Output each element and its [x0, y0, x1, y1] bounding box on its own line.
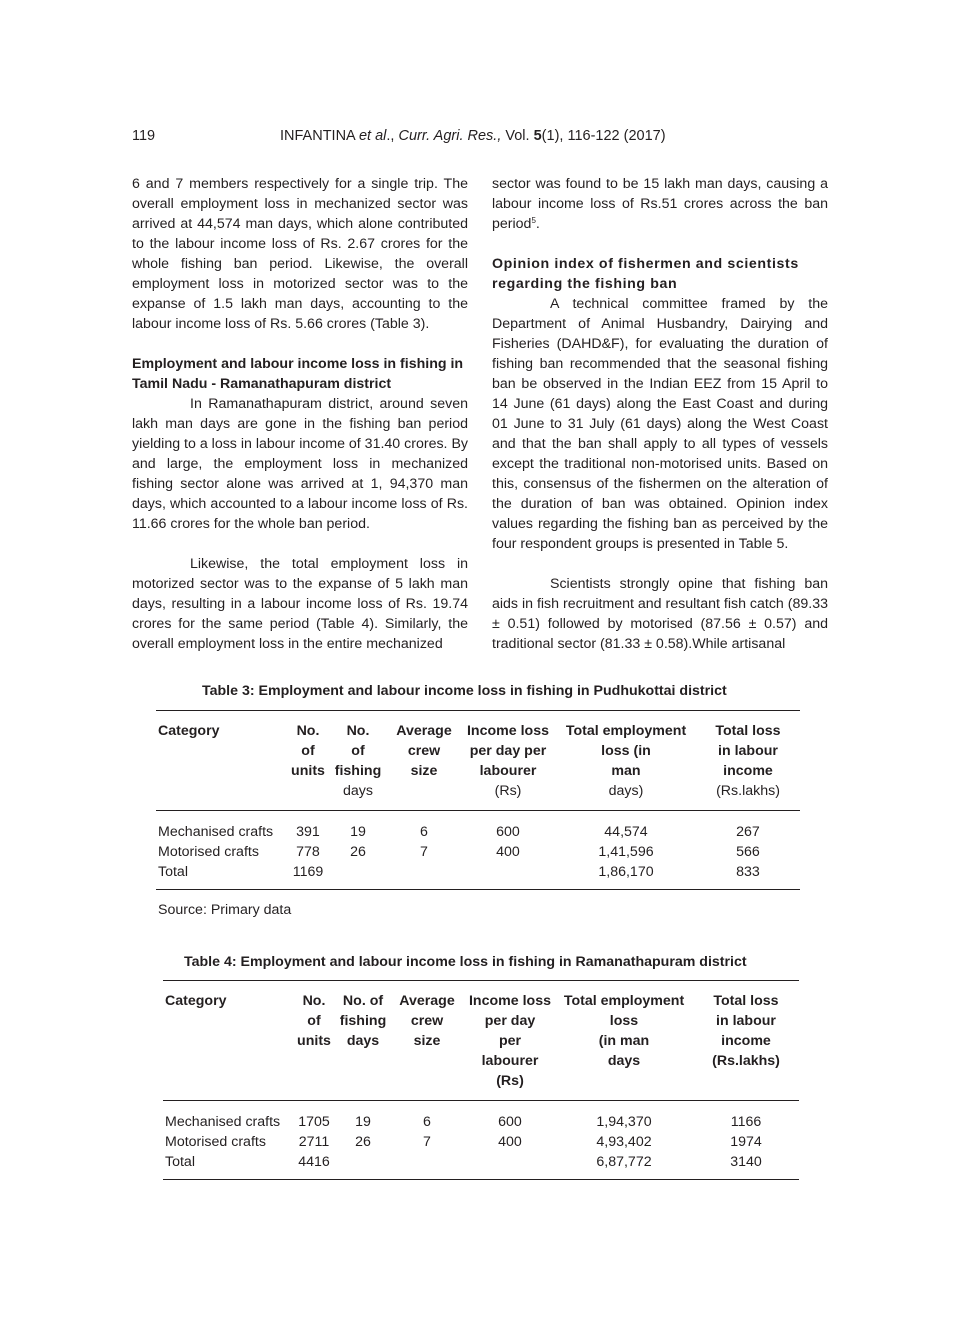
- table4-cell-employment: 1,94,370: [596, 1114, 652, 1130]
- table3-cell-category: Motorised crafts: [158, 844, 259, 860]
- table3-cell-employment: 1,86,170: [556, 862, 696, 890]
- table3-cell-units: 778: [296, 844, 320, 860]
- table4-cell-total: 1166: [730, 1114, 762, 1130]
- table3-cell-total: 267: [736, 824, 760, 840]
- table-row: [163, 1132, 799, 1152]
- table3-header-employment: loss (in: [601, 743, 651, 759]
- table-row: [163, 1101, 799, 1133]
- table4-header-employment: days: [607, 1053, 641, 1069]
- table4-header-total: in labour: [716, 1013, 776, 1029]
- table3-header-employment: man: [611, 763, 641, 779]
- citation-vol-label: Vol.: [505, 128, 530, 144]
- table4-header-days: fishing: [339, 1013, 387, 1029]
- table4-cell-category: Total: [163, 1152, 291, 1180]
- table4-header-crew: crew: [410, 1013, 444, 1029]
- table4: [163, 980, 799, 1180]
- table3-cell-income: [460, 862, 556, 890]
- table3-cell-category: Mechanised crafts: [158, 824, 274, 840]
- table4-header-crew: size: [413, 1033, 441, 1049]
- table4-cell-units: 2711: [298, 1134, 330, 1150]
- table3-caption: Table 3: Employment and labour income loss in fishing in Pudhukottai district: [202, 683, 727, 699]
- table4-cell-total: 3140: [693, 1152, 799, 1180]
- table4-cell-income: 400: [498, 1134, 522, 1150]
- table3-header-total: Total loss: [696, 711, 800, 742]
- table3-cell-total: 566: [736, 844, 760, 860]
- right-paragraph-1-end: .: [535, 216, 540, 232]
- table3-header-category: Category: [156, 711, 288, 742]
- table4-header-crew: Average: [389, 981, 465, 1012]
- right-paragraph-3: Scientists strongly opine that fishing ban aids in fish recruitment and resultant fish catch (89.33 ± 0.51) followed by motorised (87.56 ± 0.57) and traditional sector (81.33 ± 0.58).While artisanal: [492, 576, 828, 652]
- citation-et-al: et al: [358, 128, 387, 144]
- citation-journal: Curr. Agri. Res.,: [398, 128, 502, 144]
- table4-cell-income: 600: [498, 1114, 522, 1130]
- table4-header-income: per day: [484, 1013, 536, 1029]
- table3-header-income: labourer: [479, 763, 537, 779]
- table4-header-total: (Rs.lakhs): [712, 1053, 780, 1069]
- table3-cell-days: 19: [350, 824, 366, 840]
- left-paragraph-3: Likewise, the total employment loss in motorized sector was to the expanse of 5 lakh man days, resulting in a labour income loss of Rs. 19.74 crores for the same period (Table 4). Similarly, the overall employment loss in the entire mechanized: [132, 556, 468, 652]
- table-row: [163, 1152, 799, 1180]
- citation-superscript: 5: [531, 216, 536, 225]
- table3-header-days-unit: days: [343, 783, 373, 799]
- table4-cell-days: 19: [355, 1114, 371, 1130]
- table3-cell-income: 600: [496, 824, 520, 840]
- table3-header-employment: Total employment: [556, 711, 696, 742]
- table4-caption: Table 4: Employment and labour income loss in fishing in Ramanathapuram district: [184, 954, 747, 970]
- left-column: [132, 174, 468, 654]
- right-paragraph-1-text: sector was found to be 15 lakh man days, causing a labour income loss of Rs.51 crores across the ban period: [492, 176, 828, 232]
- table3-cell-units: 391: [296, 824, 320, 840]
- table3-header-total: income: [723, 763, 773, 779]
- table4-cell-units: 4416: [291, 1152, 337, 1180]
- table4-cell-total: 1974: [730, 1134, 762, 1150]
- table4-header-units: units: [297, 1033, 331, 1049]
- table4-header-total: income: [721, 1033, 771, 1049]
- table4-cell-employment: 4,93,402: [596, 1134, 652, 1150]
- citation-vol-number: 5: [533, 128, 542, 144]
- table4-header-employment: (in man: [598, 1033, 650, 1049]
- table4-cell-days: 26: [355, 1134, 371, 1150]
- section-heading-ramanathapuram: Employment and labour income loss in fishing in Tamil Nadu - Ramanathapuram district: [132, 356, 464, 392]
- table3-cell-days: [328, 862, 388, 890]
- citation-issue-pages: (1), 116-122 (2017): [541, 128, 666, 144]
- table3-header-income: per day per: [469, 743, 547, 759]
- right-paragraph-2: A technical committee framed by the Department of Animal Husbandry, Dairying and Fisheries (DAHD&F), for evaluating the duration of fishing ban recommended that the seasonal fishing ban be observed in the Indian EEZ from 15 April to 14 June (61 days) along the East Coast and during 01 June to 31 July (61 days) along the West Coast and that the ban shall apply to all types of vessels except the traditional non-motorised units. Based on this, consensus of the fishermen on the alteration of the duration of ban was obtained. Opinion index values regarding the fishing ban as perceived by the four respondent groups is presented in Table 5.: [492, 296, 828, 552]
- table4-header-category: Category: [163, 981, 291, 1012]
- table3-header-total-unit: (Rs.lakhs): [716, 783, 780, 799]
- table4-header-income: per: [498, 1033, 522, 1049]
- table4-cell-category: Mechanised crafts: [165, 1114, 281, 1130]
- table3-source: Source: Primary data: [158, 902, 292, 918]
- citation-line: INFANTINA et al., Curr. Agri. Res., Vol. 5(1), 116-122 (2017): [280, 128, 666, 144]
- table3: [156, 710, 800, 890]
- table4-header-income: (Rs): [465, 1071, 555, 1101]
- right-column: [492, 174, 828, 654]
- table4-cell-income: [465, 1152, 555, 1180]
- table3-cell-employment: 1,41,596: [598, 844, 654, 860]
- table3-cell-days: 26: [350, 844, 366, 860]
- table3-cell-employment: 44,574: [604, 824, 648, 840]
- table4-cell-crew: 6: [423, 1114, 431, 1130]
- table3-header-employment-unit: days): [608, 783, 644, 799]
- table4-header-units: of: [307, 1013, 321, 1029]
- table4-cell-units: 1705: [298, 1114, 330, 1130]
- table3-header-income: Income loss: [460, 711, 556, 742]
- table3-header-days: of: [351, 743, 365, 759]
- table3-cell-total: 833: [696, 862, 800, 890]
- table4-cell-employment: 6,87,772: [555, 1152, 693, 1180]
- left-paragraph-1: 6 and 7 members respectively for a single trip. The overall employment loss in mechanized sector was arrived at 44,574 man days, which alone contributed to the labour income loss of Rs. 2.67 crores for the whole fishing ban period. Likewise, the overall employment loss in motorized sector was to the expanse of 1.5 lakh man days, accounting to the labour income loss of Rs. 5.66 crores (Table 3).: [132, 176, 468, 332]
- table4-header-total: Total loss: [693, 981, 799, 1012]
- table3-header-units: of: [301, 743, 315, 759]
- section-heading-opinion-index: Opinion index of fishermen and scientists regarding the fishing ban: [492, 256, 799, 292]
- table4-header-income: labourer: [481, 1053, 539, 1069]
- table-row: [156, 862, 800, 890]
- table4-cell-crew: [389, 1152, 465, 1180]
- table3-cell-crew: 7: [420, 844, 428, 860]
- table-row: [156, 842, 800, 862]
- table3-header-days: fishing: [334, 763, 382, 779]
- table3-cell-units: 1169: [288, 862, 328, 890]
- table4-cell-crew: 7: [423, 1134, 431, 1150]
- table3-header-crew: Average: [388, 711, 460, 742]
- table-row: [156, 811, 800, 843]
- right-paragraph-1: [492, 174, 828, 234]
- table3-header-units: units: [291, 763, 325, 779]
- left-paragraph-2: In Ramanathapuram district, around seven lakh man days are gone in the fishing ban period yielding to a loss in labour income of 31.40 crores. By and large, the employment loss in mechanized fishing sector alone was arrived at 1, 94,370 man days, which accounted to a labour income loss of Rs. 11.66 crores for the whole ban period.: [132, 396, 468, 532]
- table4-header-employment: loss: [609, 1013, 639, 1029]
- table3-header-crew: size: [410, 763, 438, 779]
- table3-cell-crew: [388, 862, 460, 890]
- table3-header-total: in labour: [718, 743, 778, 759]
- table4-header-income: Income loss: [465, 981, 555, 1012]
- table3-header-units: No.: [288, 711, 328, 742]
- table3-header-days: No.: [328, 711, 388, 742]
- citation-authors: INFANTINA: [280, 128, 355, 144]
- table4-cell-category: Motorised crafts: [165, 1134, 266, 1150]
- table4-header-days: days: [346, 1033, 380, 1049]
- table3-cell-crew: 6: [420, 824, 428, 840]
- table3-header-income-unit: (Rs): [494, 783, 522, 799]
- table4-cell-days: [337, 1152, 389, 1180]
- table3-cell-income: 400: [496, 844, 520, 860]
- running-header: [132, 128, 828, 150]
- table4-header-units: No.: [291, 981, 337, 1012]
- table4-header-employment: Total employment: [555, 981, 693, 1012]
- table3-header-crew: crew: [407, 743, 441, 759]
- page-number: 119: [132, 128, 156, 144]
- table4-header-days: No. of: [337, 981, 389, 1012]
- table3-cell-category: Total: [156, 862, 288, 890]
